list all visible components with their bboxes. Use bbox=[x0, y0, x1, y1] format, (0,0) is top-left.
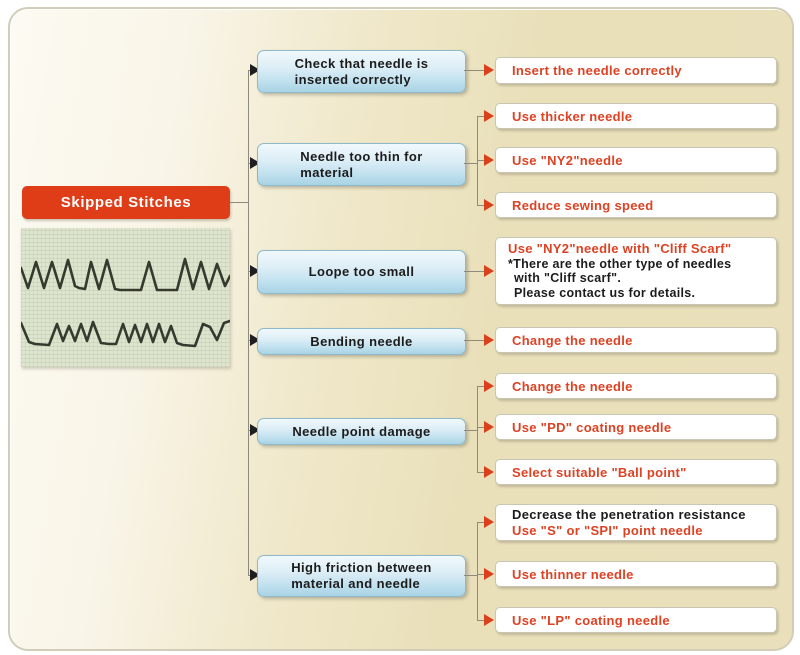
solution-box-penetration-resistance bbox=[495, 504, 777, 541]
solution-text: Change the needle bbox=[512, 378, 633, 394]
connector-line bbox=[464, 340, 486, 341]
cause-label-line: High friction between bbox=[291, 560, 432, 575]
solution-box-pd-coating bbox=[495, 414, 777, 440]
cause-label-line: Needle too thin for bbox=[300, 148, 423, 164]
root-problem-box bbox=[22, 186, 230, 219]
solution-box-thinner-needle bbox=[495, 561, 777, 587]
solution-box-cliff-scarf bbox=[495, 237, 777, 305]
solution-text: Use "NY2"needle with "Cliff Scarf" bbox=[508, 241, 732, 256]
cause-label-line: Check that needle is bbox=[294, 55, 429, 71]
branch-line bbox=[477, 116, 478, 206]
trunk-line bbox=[248, 70, 249, 575]
branch-line bbox=[477, 386, 478, 472]
solution-text: Change the needle bbox=[512, 332, 633, 348]
red-arrow-icon bbox=[484, 568, 494, 580]
solution-text: Use "LP" coating needle bbox=[512, 612, 670, 628]
cause-label-line: Loope too small bbox=[308, 264, 415, 279]
solution-text: Use "S" or "SPI" point needle bbox=[512, 522, 703, 538]
cause-label-line: inserted correctly bbox=[294, 71, 411, 87]
solution-note-line: with "Cliff scarf". bbox=[514, 271, 622, 285]
connector-line bbox=[464, 430, 478, 431]
solution-box-ball-point bbox=[495, 459, 777, 485]
solution-box-lp-coating bbox=[495, 607, 777, 633]
solution-note-line: Please contact us for details. bbox=[514, 285, 696, 300]
red-arrow-icon bbox=[484, 380, 494, 392]
red-arrow-icon bbox=[484, 466, 494, 478]
cause-box-high-friction bbox=[257, 555, 466, 597]
solution-text: Use "PD" coating needle bbox=[512, 419, 672, 435]
connector-line bbox=[464, 271, 486, 272]
solution-text: Decrease the penetration resistance bbox=[512, 506, 746, 522]
red-arrow-icon bbox=[484, 516, 494, 528]
connector-line bbox=[464, 70, 486, 71]
stitch-zigzag-graphic bbox=[21, 228, 230, 367]
solution-box-ny2-needle bbox=[495, 147, 777, 173]
cause-label-line: material bbox=[300, 164, 354, 180]
solution-box-reduce-speed bbox=[495, 192, 777, 218]
solution-box-thicker-needle bbox=[495, 103, 777, 129]
solution-text: Select suitable "Ball point" bbox=[512, 464, 687, 480]
branch-line bbox=[477, 522, 478, 620]
connector-line bbox=[464, 575, 478, 576]
connector-line bbox=[464, 163, 478, 164]
cause-box-needle-point-damage bbox=[257, 418, 466, 445]
cause-label-line: Bending needle bbox=[310, 333, 413, 349]
solution-box-insert-needle bbox=[495, 57, 777, 84]
root-problem-label: Skipped Stitches bbox=[60, 194, 192, 211]
cause-box-needle-inserted bbox=[257, 50, 466, 93]
red-arrow-icon bbox=[484, 614, 494, 626]
root-connector-line bbox=[230, 202, 248, 203]
cause-label-line: material and needle bbox=[291, 576, 421, 591]
red-arrow-icon bbox=[484, 110, 494, 122]
red-arrow-icon bbox=[484, 265, 494, 277]
cause-box-loope-too-small bbox=[257, 250, 466, 294]
red-arrow-icon bbox=[484, 64, 494, 76]
solution-text: Use thinner needle bbox=[512, 566, 634, 582]
cause-label-line: Needle point damage bbox=[292, 423, 431, 439]
solution-box-change-needle-2 bbox=[495, 373, 777, 399]
solution-text: Insert the needle correctly bbox=[512, 63, 682, 78]
solution-note-line: *There are the other type of needles bbox=[508, 256, 732, 271]
cause-box-needle-too-thin bbox=[257, 143, 466, 186]
red-arrow-icon bbox=[484, 421, 494, 433]
stitch-sample-photo bbox=[21, 228, 230, 367]
red-arrow-icon bbox=[484, 154, 494, 166]
red-arrow-icon bbox=[484, 334, 494, 346]
solution-box-change-needle bbox=[495, 327, 777, 353]
red-arrow-icon bbox=[484, 199, 494, 211]
solution-text: Use thicker needle bbox=[512, 108, 633, 124]
solution-text: Use "NY2"needle bbox=[512, 152, 623, 168]
solution-text: Reduce sewing speed bbox=[512, 197, 654, 213]
cause-box-bending-needle bbox=[257, 328, 466, 355]
